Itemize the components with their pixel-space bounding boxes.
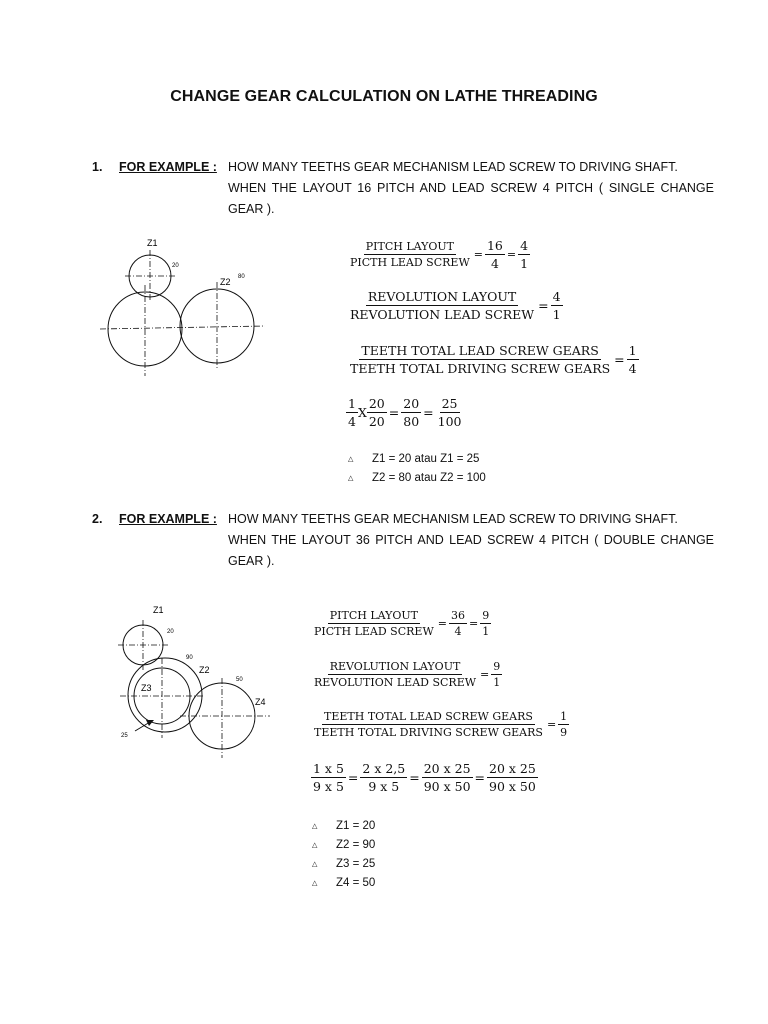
eq-denominator: 1 (520, 256, 529, 271)
diagram-1-z2-label: Z2 (220, 277, 231, 287)
result-text: Z1 = 20 (336, 819, 376, 832)
gear-z2 (128, 658, 202, 732)
eq-denominator: 20 (368, 414, 385, 429)
eq-denominator: 1 (482, 625, 490, 638)
diagram-1-z1-teeth: 20 (172, 263, 179, 269)
eq-denominator: PICTH LEAD SCREW (314, 625, 434, 638)
question-line: WHEN THE LAYOUT 16 PITCH AND LEAD SCREW 4 PITCH ( SINGLE CHANGE (228, 181, 714, 195)
result-text: Z2 = 90 (336, 838, 376, 851)
triangle-bullet-icon: △ (312, 822, 318, 830)
eq-numerator: 1 x 5 (313, 761, 344, 776)
eq1-ratio: $\frac{1}{4}$ X $\frac{20}{20}$ = $\frac{20}{80}$ = $\frac{25}{100}$ (348, 396, 462, 429)
example-1-number: 1. (92, 160, 103, 174)
eq-denominator: 1 (493, 676, 501, 689)
example-1-question (228, 157, 714, 220)
eq-numerator: 20 x 25 (489, 761, 536, 776)
eq1-revolution: $\frac{\text{REVOLUTION LAYOUT}}{\text{REVOLUTION LEAD SCREW}}$ = $\frac{4}{1}$ (350, 289, 561, 322)
eq-denominator: TEETH TOTAL DRIVING SCREW GEARS (314, 726, 543, 739)
diagram-1-z1-label: Z1 (147, 238, 158, 248)
eq-denominator: 4 (628, 361, 637, 376)
eq-numerator: 20 x 25 (423, 761, 471, 776)
eq-denominator: 9 x 5 (368, 779, 400, 794)
eq-numerator: PITCH LAYOUT (329, 609, 419, 622)
example-2-question (228, 509, 714, 572)
results-list-1 (348, 449, 486, 487)
result-text: Z2 = 80 atau Z2 = 100 (372, 471, 486, 484)
eq1-teeth: $\frac{\text{TEETH TOTAL LEAD SCREW GEARS}}{\text{TEETH TOTAL DRIVING SCREW GEARS}}$ = $\frac{1}{4}$ (350, 343, 637, 376)
diagram-1-z2-teeth: 80 (238, 274, 245, 280)
eq-denominator: 4 (490, 256, 499, 271)
arrow-icon (146, 720, 154, 726)
eq-numerator: 16 (486, 238, 503, 253)
question-line: GEAR ). (228, 202, 275, 216)
eq-denominator: TEETH TOTAL DRIVING SCREW GEARS (350, 361, 611, 376)
multiply-sign: X (357, 405, 367, 420)
eq2-revolution: $\frac{\text{REVOLUTION LAYOUT}}{\text{REVOLUTION LEAD SCREW}}$ = $\frac{9}{1}$ (314, 660, 501, 689)
eq-numerator: 20 (368, 396, 385, 411)
eq2-pitch: $\frac{\text{PITCH LAYOUT}}{\text{PICTH LEAD SCREW}}$ = $\frac{36}{4}$ = $\frac{9}{1}$ (314, 609, 490, 638)
eq-denominator: REVOLUTION LEAD SCREW (314, 676, 477, 689)
gear-diagram-1 (95, 230, 270, 380)
result-text: Z1 = 20 atau Z1 = 25 (372, 452, 480, 465)
eq-denominator: 9 x 5 (313, 779, 344, 794)
eq-numerator: 20 (403, 396, 420, 411)
question-line: HOW MANY TEETHS GEAR MECHANISM LEAD SCREW TO DRIVING SHAFT. (228, 160, 678, 174)
list-item (312, 816, 375, 835)
diagram-2-z4-teeth: 50 (236, 677, 243, 683)
gear-diagram-2 (110, 598, 280, 763)
diagram-2-z4-label: Z4 (255, 697, 266, 707)
eq-denominator: 90 x 50 (489, 779, 536, 794)
triangle-bullet-icon: △ (312, 879, 318, 887)
eq-numerator: 9 (493, 660, 501, 673)
eq-numerator: 4 (552, 289, 561, 304)
eq-denominator: 90 x 50 (423, 779, 471, 794)
eq-numerator: 4 (520, 238, 529, 253)
diagram-2-z3-label: Z3 (141, 683, 152, 693)
triangle-bullet-icon: △ (312, 860, 318, 868)
result-text: Z3 = 25 (336, 857, 376, 870)
eq-denominator: 80 (403, 414, 420, 429)
list-item (348, 449, 486, 468)
eq-denominator: 1 (552, 307, 561, 322)
eq-numerator: 25 (441, 396, 458, 411)
eq-numerator: 1 (628, 343, 637, 358)
diagram-2-z1-teeth: 20 (167, 629, 174, 635)
eq-numerator: 2 x 2,5 (362, 761, 406, 776)
diagram-2-z1-label: Z1 (153, 605, 164, 615)
eq1-pitch: $\frac{\text{PITCH LAYOUT}}{\text{PICTH LEAD SCREW}}$ = $\frac{16}{4}$ = $\frac{4}{1}$ (350, 238, 529, 271)
example-2-label: FOR EXAMPLE : (119, 512, 217, 526)
example-1-label: FOR EXAMPLE : (119, 160, 217, 174)
eq-denominator: 100 (437, 414, 462, 429)
eq-denominator: 9 (560, 726, 568, 739)
eq-denominator: 4 (454, 625, 462, 638)
eq-numerator: 9 (482, 609, 490, 622)
list-item (312, 835, 375, 854)
page-title: CHANGE GEAR CALCULATION ON LATHE THREADING (170, 88, 598, 105)
eq-denominator: REVOLUTION LEAD SCREW (350, 307, 535, 322)
triangle-bullet-icon: △ (312, 841, 318, 849)
list-item (348, 468, 486, 487)
triangle-bullet-icon: △ (348, 474, 354, 482)
diagram-2-z3-teeth: 25 (121, 733, 128, 739)
eq-denominator: PICTH LEAD SCREW (350, 256, 470, 269)
eq-numerator: REVOLUTION LAYOUT (329, 660, 461, 673)
question-line: GEAR ). (228, 554, 275, 568)
question-line: HOW MANY TEETHS GEAR MECHANISM LEAD SCREW TO DRIVING SHAFT. (228, 512, 678, 526)
eq-numerator: PITCH LAYOUT (365, 240, 455, 253)
eq-numerator: 36 (450, 609, 465, 622)
triangle-bullet-icon: △ (348, 455, 354, 463)
eq2-teeth: $\frac{\text{TEETH TOTAL LEAD SCREW GEARS}}{\text{TEETH TOTAL DRIVING SCREW GEARS}}$ = $\frac{1}{9}$ (314, 710, 568, 739)
question-line: WHEN THE LAYOUT 36 PITCH AND LEAD SCREW 4 PITCH ( DOUBLE CHANGE (228, 533, 714, 547)
eq-numerator: REVOLUTION LAYOUT (367, 289, 517, 304)
eq-denominator: 4 (348, 414, 356, 429)
diagram-2-z2-teeth: 90 (186, 655, 193, 661)
eq-numerator: TEETH TOTAL LEAD SCREW GEARS (324, 710, 533, 723)
example-2-number: 2. (92, 512, 103, 526)
results-list-2 (312, 816, 375, 892)
list-item (312, 854, 375, 873)
eq-numerator: 1 (560, 710, 568, 723)
result-text: Z4 = 50 (336, 876, 376, 889)
list-item (312, 873, 375, 892)
diagram-2-z2-label: Z2 (199, 665, 210, 675)
eq2-ratio: $\frac{1 x 5}{9 x 5}$ = $\frac{2 x 2,5}{9 x 5}$ = $\frac{20 x 25}{90 x 50}$ = $\frac{20 x 25}{90 x 50}$ (313, 761, 536, 794)
eq-numerator: TEETH TOTAL LEAD SCREW GEARS (361, 343, 599, 358)
eq-numerator: 1 (348, 396, 356, 411)
